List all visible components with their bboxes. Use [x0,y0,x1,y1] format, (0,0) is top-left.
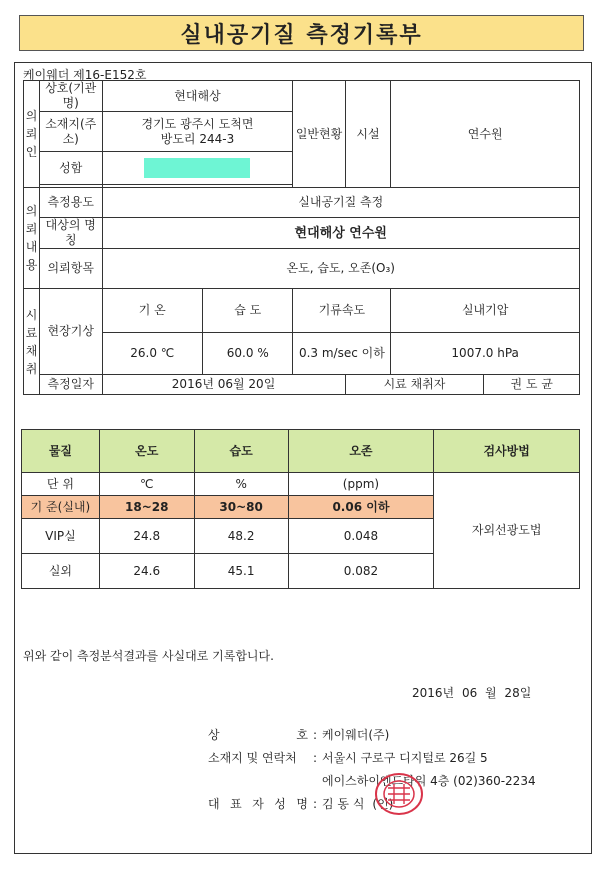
unit-temperature: ℃ [99,473,194,496]
row-temperature: 24.8 [99,519,194,554]
target-label: 대상의 명칭 [39,218,102,249]
weather-label: 현장기상 [39,289,102,375]
standard-temperature: 18~28 [99,496,194,519]
header-humidity: 습도 [194,430,288,473]
facility-value: 연수원 [391,81,580,188]
target-value: 현대해상 연수원 [102,218,580,249]
weather-value-humidity: 60.0 % [203,333,293,375]
request-section-label: 의 뢰 내 용 [24,188,40,289]
person-label: 성함 [39,152,102,185]
unit-humidity: % [194,473,288,496]
weather-header-airflow: 기류속도 [293,289,391,333]
document-title: 실내공기질 측정기록부 [19,15,584,51]
results-table [21,429,580,589]
request-info-table [23,80,580,395]
company-seal-icon [374,772,424,816]
weather-header-temp: 기 온 [102,289,203,333]
representative-label: 대 표 자 성 명 [208,797,308,811]
document-number: 케이웨더 제16-E152호 [23,68,147,82]
name-label: 상호(기관명) [39,81,102,112]
collector-value: 권 도 균 [484,375,580,395]
requester-section-label: 의 뢰 인 [24,81,40,188]
method-value: 자외선광도법 [434,473,580,589]
sampling-section-label: 시 료 채 취 [24,289,40,395]
date-label: 측정일자 [39,375,102,395]
issue-date: 2016년 06 월 28일 [412,686,532,700]
weather-value-temp: 26.0 ℃ [102,333,203,375]
name-value: 현대해상 [102,81,293,112]
items-label: 의뢰항목 [39,249,102,289]
representative-value: 김 동 식 [322,797,365,811]
weather-header-pressure: 실내기압 [391,289,580,333]
weather-header-humidity: 습 도 [203,289,293,333]
standard-ozone: 0.06 이하 [288,496,434,519]
address-value: 경기도 광주시 도척면 방도리 244-3 [102,112,293,152]
header-ozone: 오존 [288,430,434,473]
address-label: 소재지(주소) [39,112,102,152]
collector-label: 시료 채취자 [345,375,484,395]
row-label: VIP실 [22,519,100,554]
contact-label: 소재지 및 연락처 [208,751,297,765]
weather-value-pressure: 1007.0 hPa [391,333,580,375]
facility-label: 시설 [345,81,391,188]
redacted-block [144,158,250,178]
person-value [102,152,293,185]
row-ozone: 0.082 [288,554,434,589]
row-humidity: 45.1 [194,554,288,589]
address-line-2: 에이스하이엔드타워 4층 (02)360-2234 [322,774,536,788]
address-line-1: 서울시 구로구 디지털로 26길 5 [322,751,488,765]
statement-text: 위와 같이 측정분석결과를 사실대로 기록합니다. [23,649,274,663]
date-value: 2016년 06월 20일 [102,375,345,395]
row-temperature: 24.6 [99,554,194,589]
standard-label: 기 준(실내) [22,496,100,519]
signature-block: 상 호 : 케이웨더(주) 소재지 및 연락처 : 서울시 구로구 디지털로 26길 5 에이스하이엔드타워 4층 (02)360-2234 대 표 자 성 명 : 김 동 식 (인) [208,727,536,811]
header-temperature: 온도 [99,430,194,473]
seal-mark: (인) [372,797,394,811]
unit-label: 단 위 [22,473,100,496]
header-substance: 물질 [22,430,100,473]
general-label: 일반현황 [293,81,345,188]
header-method: 검사방법 [434,430,580,473]
weather-value-airflow: 0.3 m/sec 이하 [293,333,391,375]
unit-ozone: (ppm) [288,473,434,496]
purpose-label: 측정용도 [39,188,102,218]
standard-humidity: 30~80 [194,496,288,519]
company-label: 상 호 [208,728,308,742]
purpose-value: 실내공기질 측정 [102,188,580,218]
row-humidity: 48.2 [194,519,288,554]
row-label: 실외 [22,554,100,589]
items-value: 온도, 습도, 오존(O₃) [102,249,580,289]
row-ozone: 0.048 [288,519,434,554]
company-value: 케이웨더(주) [322,728,390,742]
